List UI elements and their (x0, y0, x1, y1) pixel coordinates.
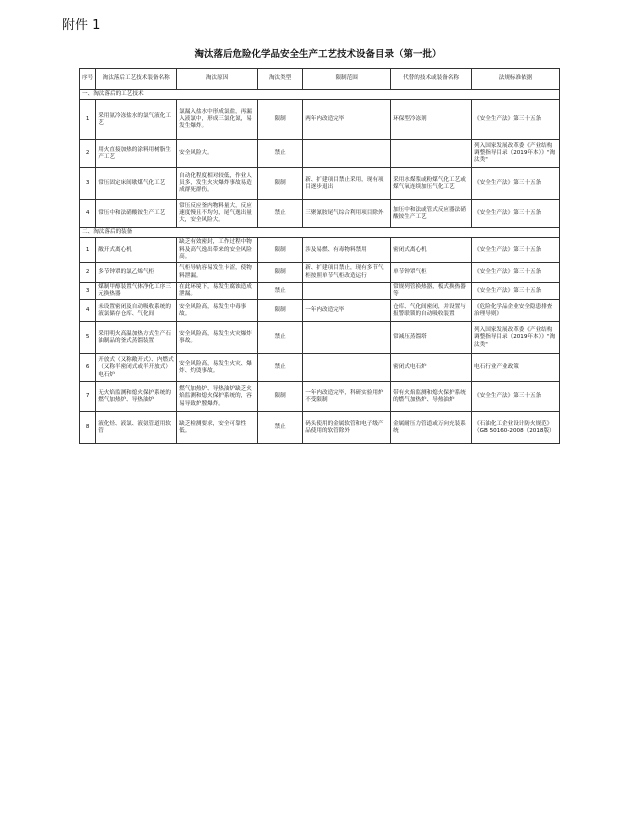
row-name: 采用明火高温加热方式生产石油制品的釜式蒸馏装置 (96, 322, 177, 354)
row-name: 开放式（又称敞开式）、内燃式（又称半密闭式或半开放式）电石炉 (96, 354, 177, 382)
table-row (80, 283, 560, 300)
row-reason: 安全风险高，易发生火灾、爆炸、灼烫事故。 (177, 354, 258, 382)
row-number: 2 (80, 263, 96, 283)
row-number: 1 (80, 238, 96, 263)
row-scope: 码头使用的金属软管和电子级产品使用的软管除外 (303, 412, 391, 444)
row-alternative: 加压中和法或管式反应器法硝酸铵生产工艺 (391, 200, 472, 228)
row-reason: 气柜导轨容易发生卡涩，使物料泄漏。 (177, 263, 258, 283)
row-basis: 列入国家发展改革委《产业结构调整指导目录（2019年本）》"淘汰类" (472, 140, 560, 168)
table-row (80, 100, 560, 140)
section-row (80, 228, 560, 238)
row-reason: 安全风险高，易发生火灾爆炸事故。 (177, 322, 258, 354)
row-alternative: 常规列管换热器，板式换热器等 (391, 283, 472, 300)
row-alternative (391, 140, 472, 168)
row-scope: 新、扩建项目禁止采用，现有项目逐步退出 (303, 168, 391, 200)
row-name: 煤制甲醇装置气体净化工序三元换热器 (96, 283, 177, 300)
col-header-alternative: 代替的技术或装备名称 (391, 69, 472, 90)
row-scope: 三聚氰胺尾气综合利用项目除外 (303, 200, 391, 228)
table-row (80, 263, 560, 283)
row-reason: 常压反应釜内物料量大，反应速度慢且不均匀，尾气逸出量大，安全风险大。 (177, 200, 258, 228)
row-reason: 自动化程度相对较低，作业人员多，发生火灾爆炸事故易造成群死群伤。 (177, 168, 258, 200)
table-row (80, 300, 560, 322)
row-basis: 电石行业产业政策 (472, 354, 560, 382)
row-basis: 《安全生产法》第三十五条 (472, 200, 560, 228)
row-number: 4 (80, 300, 96, 322)
row-scope: 新、扩建项目禁止，现有多节气柜按照单节气柜改造运行 (303, 263, 391, 283)
row-scope (303, 354, 391, 382)
row-basis: 《安全生产法》第三十五条 (472, 238, 560, 263)
row-reason: 燃气加热炉、导热油炉缺乏火焰监测和熄火保护系统的，容易导致炉膛爆炸。 (177, 382, 258, 412)
row-scope (303, 322, 391, 354)
row-alternative: 仓库、气化间密闭，并设置与报警联锁的自动吸收装置 (391, 300, 472, 322)
row-basis: 列入国家发展改革委《产业结构调整指导目录（2019年本）》"淘汰类" (472, 322, 560, 354)
row-reason: 安全风险高，易发生中毒事故。 (177, 300, 258, 322)
row-alternative: 环保型冷冻剂 (391, 100, 472, 140)
row-scope: 两年内改造完毕 (303, 100, 391, 140)
table-row (80, 322, 560, 354)
row-type: 限制 (258, 238, 303, 263)
row-name: 液化烃、液氯、液氨管道用软管 (96, 412, 177, 444)
table-row (80, 382, 560, 412)
row-type: 限制 (258, 100, 303, 140)
row-number: 6 (80, 354, 96, 382)
row-basis: 《安全生产法》第三十五条 (472, 168, 560, 200)
attachment-label: 附件 1 (62, 18, 101, 33)
row-number: 7 (80, 382, 96, 412)
table-body (80, 90, 560, 444)
row-number: 3 (80, 168, 96, 200)
row-type: 禁止 (258, 283, 303, 300)
row-name: 敞开式离心机 (96, 238, 177, 263)
table-header-row (80, 69, 560, 90)
document-title: 淘汰落后危险化学品安全生产工艺技术设备目录（第一批） (194, 49, 442, 60)
col-header-scope: 限制范围 (303, 69, 391, 90)
row-alternative: 单节钟罩气柜 (391, 263, 472, 283)
row-type: 限制 (258, 168, 303, 200)
row-alternative: 密闭式离心机 (391, 238, 472, 263)
section-title: 二、淘汰落后的装备 (80, 228, 560, 238)
row-name: 多节钟罩的氯乙烯气柜 (96, 263, 177, 283)
row-type: 禁止 (258, 412, 303, 444)
row-basis: 《安全生产法》第三十五条 (472, 263, 560, 283)
row-number: 3 (80, 283, 96, 300)
section-row (80, 90, 560, 100)
table-row (80, 354, 560, 382)
col-header-type: 淘汰类型 (258, 69, 303, 90)
col-header-basis: 法规标准依据 (472, 69, 560, 90)
row-number: 1 (80, 100, 96, 140)
col-header-reason: 淘汰原因 (177, 69, 258, 90)
table-row (80, 412, 560, 444)
row-alternative: 常减压蒸馏塔 (391, 322, 472, 354)
row-reason: 在此环境下，易发生腐蚀造成泄漏。 (177, 283, 258, 300)
row-scope (303, 140, 391, 168)
row-type: 限制 (258, 263, 303, 283)
table-row (80, 200, 560, 228)
row-number: 8 (80, 412, 96, 444)
table-row (80, 168, 560, 200)
col-header-no: 序号 (80, 69, 96, 90)
table-row (80, 238, 560, 263)
row-number: 4 (80, 200, 96, 228)
row-basis: 《危险化学品企业安全隐患排查治理导则》 (472, 300, 560, 322)
row-type: 限制 (258, 300, 303, 322)
row-alternative: 采用水煤浆或粉煤气化工艺或煤气氧连续加压气化工艺 (391, 168, 472, 200)
row-type: 限制 (258, 382, 303, 412)
row-reason: 缺乏检测要求，安全可靠性低。 (177, 412, 258, 444)
row-name: 用火直接加热的涂料用树脂生产工艺 (96, 140, 177, 168)
row-scope: 一年内改造完毕，科研实验用炉不受限制 (303, 382, 391, 412)
row-alternative: 密闭式电石炉 (391, 354, 472, 382)
row-name: 采用氨冷冻盐水的氯气液化工艺 (96, 100, 177, 140)
row-type: 禁止 (258, 322, 303, 354)
row-number: 2 (80, 140, 96, 168)
row-type: 禁止 (258, 354, 303, 382)
row-type: 禁止 (258, 200, 303, 228)
row-scope: 一年内改造完毕 (303, 300, 391, 322)
equipment-table (79, 68, 560, 444)
row-basis: 《安全生产法》第三十五条 (472, 382, 560, 412)
row-basis: 《安全生产法》第三十五条 (472, 283, 560, 300)
table-row (80, 140, 560, 168)
col-header-name: 淘汰落后工艺技术装备名称 (96, 69, 177, 90)
row-name: 常压固定床间歇煤气化工艺 (96, 168, 177, 200)
row-reason: 氯漏入盐水中形成氯盐，再漏入液氯中，形成三氯化氮，易发生爆炸。 (177, 100, 258, 140)
section-title: 一、淘汰落后的工艺技术 (80, 90, 560, 100)
row-alternative: 带有火焰监测和熄火保护系统的燃气加热炉、导热油炉 (391, 382, 472, 412)
row-name: 常压中和法硝酸铵生产工艺 (96, 200, 177, 228)
row-reason: 安全风险大。 (177, 140, 258, 168)
row-name: 未设置密闭及自动吸收系统的液氯储存仓库、气化间 (96, 300, 177, 322)
row-basis: 《石油化工企业设计防火规范》（GB 50160-2008（2018版） (472, 412, 560, 444)
row-basis: 《安全生产法》第三十五条 (472, 100, 560, 140)
row-scope: 涉及易燃、有毒物料禁用 (303, 238, 391, 263)
row-type: 禁止 (258, 140, 303, 168)
row-reason: 缺乏有效密封，工作过程中物料及高气逸出带来的安全风险高。 (177, 238, 258, 263)
row-number: 5 (80, 322, 96, 354)
row-alternative: 金属耐压力管道或万向充装系统 (391, 412, 472, 444)
row-scope (303, 283, 391, 300)
row-name: 无火焰监测和熄火保护系统的燃气加热炉、导热油炉 (96, 382, 177, 412)
